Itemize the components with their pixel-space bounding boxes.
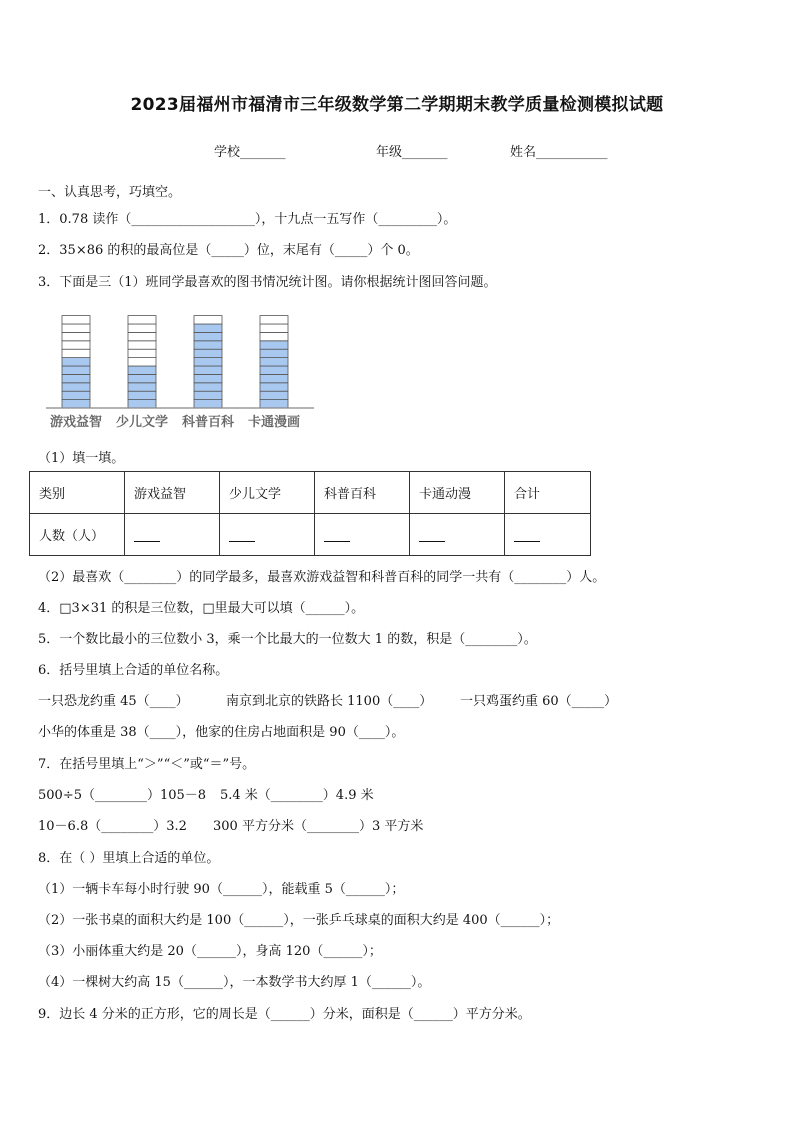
question-7-item: 5.4 米（________）4.9 米 bbox=[220, 788, 374, 803]
bar-cell-empty bbox=[128, 332, 156, 340]
bar-cell-filled bbox=[62, 358, 90, 366]
bar-cell-filled bbox=[62, 366, 90, 374]
book-preference-chart bbox=[42, 300, 322, 435]
page-title: 2023届福州市福清市三年级数学第二学期期末教学质量检测模拟试题 bbox=[130, 95, 664, 115]
category-label: 少儿文学 bbox=[115, 415, 169, 430]
bar-cell-filled bbox=[194, 349, 222, 357]
answer-cell[interactable] bbox=[220, 514, 315, 556]
bar-cell-empty bbox=[194, 316, 222, 324]
bar-cell-filled bbox=[194, 383, 222, 391]
bar-cell-filled bbox=[62, 400, 90, 408]
bar-cell-empty bbox=[128, 324, 156, 332]
bar-cell-filled bbox=[62, 374, 90, 382]
answer-cell[interactable] bbox=[315, 514, 410, 556]
question-9: 9．边长 4 分米的正方形，它的周长是（______）分米，面积是（______）平方分米。 bbox=[38, 1007, 531, 1022]
table-header-cell: 卡通动漫 bbox=[410, 472, 505, 514]
question-3-part-1: （1）填一填。 bbox=[38, 451, 125, 466]
bar-cell-empty bbox=[128, 341, 156, 349]
question-3: 3．下面是三（1）班同学最喜欢的图书情况统计图。请你根据统计图回答问题。 bbox=[38, 275, 497, 290]
table-header-cell: 类别 bbox=[30, 472, 125, 514]
bar-cell-filled bbox=[128, 374, 156, 382]
bar-cell-filled bbox=[194, 366, 222, 374]
bar-cell-filled bbox=[260, 391, 288, 399]
question-8-item: （3）小丽体重大约是 20（______），身高 120（______）； bbox=[38, 944, 382, 959]
answer-blank[interactable] bbox=[134, 529, 160, 542]
answer-blank[interactable] bbox=[324, 529, 350, 542]
name-field[interactable]: 姓名___________ bbox=[510, 145, 608, 160]
question-6-item: 一只恐龙约重 45（____） bbox=[38, 694, 189, 709]
question-1: 1．0.78 读作（___________________），十九点一五写作（_________）。 bbox=[38, 212, 457, 227]
answer-blank[interactable] bbox=[514, 529, 540, 542]
bar-cell-filled bbox=[260, 374, 288, 382]
school-field[interactable]: 学校_______ bbox=[214, 145, 286, 160]
question-5: 5．一个数比最小的三位数小 3，乘一个比最大的一位数大 1 的数，积是（________）。 bbox=[38, 632, 537, 647]
bar bbox=[260, 316, 288, 408]
table-row bbox=[30, 514, 591, 556]
table-header-cell: 少儿文学 bbox=[220, 472, 315, 514]
answer-blank[interactable] bbox=[419, 529, 445, 542]
bar-cell-filled bbox=[260, 341, 288, 349]
stats-table bbox=[29, 471, 591, 556]
bar bbox=[128, 316, 156, 408]
question-4: 4．□3×31 的积是三位数，□里最大可以填（______）。 bbox=[38, 601, 365, 616]
bar-cell-empty bbox=[260, 324, 288, 332]
bar-cell-filled bbox=[128, 383, 156, 391]
category-label: 科普百科 bbox=[181, 415, 235, 430]
question-3-part-2: （2）最喜欢（________）的同学最多，最喜欢游戏益智和科普百科的同学一共有（________）人。 bbox=[38, 570, 606, 585]
bar-cell-empty bbox=[62, 341, 90, 349]
table-header-row bbox=[30, 472, 591, 514]
question-7-item: 10－6.8（________）3.2 bbox=[38, 819, 187, 834]
section-heading: 一、认真思考，巧填空。 bbox=[38, 185, 182, 200]
question-8-item: （4）一棵树大约高 15（______），一本数学书大约厚 1（______）。 bbox=[38, 975, 431, 990]
answer-blank[interactable] bbox=[229, 529, 255, 542]
answer-cell[interactable] bbox=[125, 514, 220, 556]
question-6-item: 小华的体重是 38（____），他家的住房占地面积是 90（____）。 bbox=[38, 725, 405, 740]
bar-cell-filled bbox=[194, 391, 222, 399]
bar-cell-empty bbox=[128, 349, 156, 357]
bar-cell-filled bbox=[260, 366, 288, 374]
question-2: 2．35×86 的积的最高位是（_____）位，末尾有（_____）个 0。 bbox=[38, 243, 419, 258]
bar-cell-filled bbox=[128, 391, 156, 399]
bar bbox=[194, 316, 222, 408]
bar-cell-filled bbox=[260, 400, 288, 408]
bar-cell-empty bbox=[128, 316, 156, 324]
question-7: 7．在括号里填上“＞”“＜”或“＝”号。 bbox=[38, 757, 256, 772]
category-label: 卡通漫画 bbox=[247, 415, 301, 430]
bar-cell-filled bbox=[194, 400, 222, 408]
table-header-cell: 游戏益智 bbox=[125, 472, 220, 514]
bar-cell-empty bbox=[62, 332, 90, 340]
question-8-item: （1）一辆卡车每小时行驶 90（______），能载重 5（______）； bbox=[38, 882, 405, 897]
answer-cell[interactable] bbox=[505, 514, 591, 556]
bar-cell-filled bbox=[194, 374, 222, 382]
question-7-item: 500÷5（________）105－8 bbox=[38, 788, 207, 803]
bar-cell-filled bbox=[194, 358, 222, 366]
bar-cell-empty bbox=[62, 324, 90, 332]
table-header-cell: 科普百科 bbox=[315, 472, 410, 514]
bar-cell-empty bbox=[260, 316, 288, 324]
question-7-item: 300 平方分米（________）3 平方米 bbox=[213, 819, 424, 834]
row-label: 人数（人） bbox=[30, 514, 125, 556]
bar-cell-filled bbox=[62, 383, 90, 391]
bar-cell-filled bbox=[128, 366, 156, 374]
question-8: 8．在（ ）里填上合适的单位。 bbox=[38, 851, 220, 866]
bar-cell-filled bbox=[194, 324, 222, 332]
bar-cell-filled bbox=[194, 341, 222, 349]
bar-cell-filled bbox=[128, 400, 156, 408]
bar-cell-empty bbox=[62, 349, 90, 357]
question-6: 6．括号里填上合适的单位名称。 bbox=[38, 663, 229, 678]
bar-cell-empty bbox=[260, 332, 288, 340]
bar-cell-filled bbox=[62, 391, 90, 399]
question-6-item: 一只鸡蛋约重 60（_____） bbox=[460, 694, 618, 709]
category-label: 游戏益智 bbox=[49, 415, 103, 430]
bar-cell-empty bbox=[128, 358, 156, 366]
answer-cell[interactable] bbox=[410, 514, 505, 556]
bar-cell-filled bbox=[260, 358, 288, 366]
grade-field[interactable]: 年级_______ bbox=[376, 145, 448, 160]
bar bbox=[62, 316, 90, 408]
table-header-cell: 合计 bbox=[505, 472, 591, 514]
question-6-item: 南京到北京的铁路长 1100（____） bbox=[226, 694, 433, 709]
question-8-item: （2）一张书桌的面积大约是 100（______），一张乒乓球桌的面积大约是 400（______）； bbox=[38, 913, 560, 928]
bar-cell-filled bbox=[194, 332, 222, 340]
bar-cell-empty bbox=[62, 316, 90, 324]
bar-cell-filled bbox=[260, 349, 288, 357]
bar-cell-filled bbox=[260, 383, 288, 391]
